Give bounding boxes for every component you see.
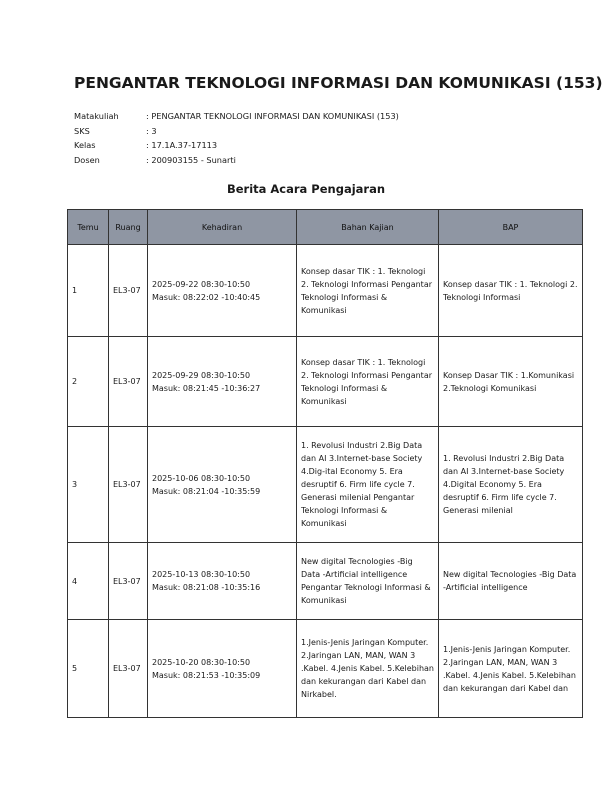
meta-row-matakuliah: [74, 109, 399, 124]
cell-bahan-kajian: Konsep dasar TIK : 1. Teknologi 2. Teknologi Informasi Pengantar Teknologi Informasi & Komunikasi: [297, 337, 439, 427]
cell-kehadiran: [148, 245, 297, 337]
schedule-time: 2025-10-20 08:30-10:50: [152, 657, 251, 667]
header-bahan-kajian: Bahan Kajian: [297, 210, 439, 245]
table-row: [68, 620, 583, 718]
cell-temu: 2: [68, 337, 109, 427]
meta-row-sks: [74, 124, 399, 139]
bap-table: [67, 209, 583, 718]
table-row: [68, 543, 583, 620]
header-ruang: Ruang: [109, 210, 148, 245]
header-temu: Temu: [68, 210, 109, 245]
cell-bap: New digital Tecnologies -Big Data -Artificial intelligence: [439, 543, 583, 620]
check-in-time: Masuk: 08:21:53 -10:35:09: [152, 670, 261, 680]
cell-ruang: EL3-07: [109, 620, 148, 718]
meta-value: : 3: [146, 125, 157, 136]
meta-key: Kelas: [74, 140, 96, 150]
cell-ruang: EL3-07: [109, 245, 148, 337]
cell-ruang: EL3-07: [109, 543, 148, 620]
cell-bap: Konsep dasar TIK : 1. Teknologi 2. Teknologi Informasi: [439, 245, 583, 337]
schedule-time: 2025-09-22 08:30-10:50: [152, 279, 251, 289]
cell-temu: 1: [68, 245, 109, 337]
meta-key: Dosen: [74, 154, 100, 165]
cell-ruang: EL3-07: [109, 427, 148, 543]
table-row: [68, 427, 583, 543]
cell-temu: 3: [68, 427, 109, 543]
cell-bap: 1.Jenis-Jenis Jaringan Komputer. 2.Jaringan LAN, MAN, WAN 3 .Kabel. 4.Jenis Kabel. 5.Kelebihan dan kekurangan dari Kabel dan: [439, 620, 583, 718]
table-header-row: [68, 210, 583, 245]
section-title: Berita Acara Pengajaran: [226, 182, 386, 196]
cell-bap: 1. Revolusi Industri 2.Big Data dan AI 3.Internet-base Society 4.Digital Economy 5. Era desruptif 6. Firm life cycle 7. Generasi milenial: [439, 427, 583, 543]
header-bap: BAP: [439, 210, 583, 245]
schedule-time: 2025-10-13 08:30-10:50: [152, 570, 251, 579]
check-in-time: Masuk: 08:21:45 -10:36:27: [152, 383, 261, 393]
schedule-time: 2025-10-06 08:30-10:50: [152, 473, 251, 483]
cell-bap: Konsep Dasar TIK : 1.Komunikasi 2.Teknologi Komunikasi: [439, 337, 583, 427]
meta-value: : 200903155 - Sunarti: [146, 154, 236, 165]
cell-kehadiran: [148, 337, 297, 427]
meta-value: : PENGANTAR TEKNOLOGI INFORMASI DAN KOMUNIKASI (153): [146, 111, 399, 121]
cell-kehadiran: [148, 543, 297, 620]
course-info: [74, 109, 399, 167]
meta-row-dosen: [74, 153, 399, 168]
cell-bahan-kajian: Konsep dasar TIK : 1. Teknologi 2. Teknologi Informasi Pengantar Teknologi Informasi & Komunikasi: [297, 245, 439, 337]
header-kehadiran: Kehadiran: [148, 210, 297, 245]
meta-key: SKS: [74, 125, 90, 136]
document-title: PENGANTAR TEKNOLOGI INFORMASI DAN KOMUNIKASI (153): [74, 74, 603, 92]
meta-key: Matakuliah: [74, 111, 119, 121]
cell-temu: 4: [68, 543, 109, 620]
schedule-time: 2025-09-29 08:30-10:50: [152, 370, 251, 380]
check-in-time: Masuk: 08:22:02 -10:40:45: [152, 292, 261, 302]
table-row: [68, 337, 583, 427]
meta-row-kelas: [74, 138, 399, 153]
cell-kehadiran: [148, 427, 297, 543]
cell-bahan-kajian: 1. Revolusi Industri 2.Big Data dan AI 3.Internet-base Society 4.Dig-ital Economy 5. Era desruptif 6. Firm life cycle 7. Generasi milenial Pengantar Teknologi Informasi & Komunikasi: [297, 427, 439, 543]
cell-temu: 5: [68, 620, 109, 718]
table-row: [68, 245, 583, 337]
cell-kehadiran: [148, 620, 297, 718]
cell-bahan-kajian: 1.Jenis-Jenis Jaringan Komputer. 2.Jaringan LAN, MAN, WAN 3 .Kabel. 4.Jenis Kabel. 5.Kelebihan dan kekurangan dari Kabel dan Nirkabel.: [297, 620, 439, 718]
meta-value: : 17.1A.37-17113: [146, 140, 218, 150]
cell-ruang: EL3-07: [109, 337, 148, 427]
check-in-time: Masuk: 08:21:08 -10:35:16: [152, 583, 261, 592]
cell-bahan-kajian: New digital Tecnologies -Big Data -Artificial intelligence Pengantar Teknologi Informasi & Komunikasi: [297, 543, 439, 620]
check-in-time: Masuk: 08:21:04 -10:35:59: [152, 486, 261, 496]
